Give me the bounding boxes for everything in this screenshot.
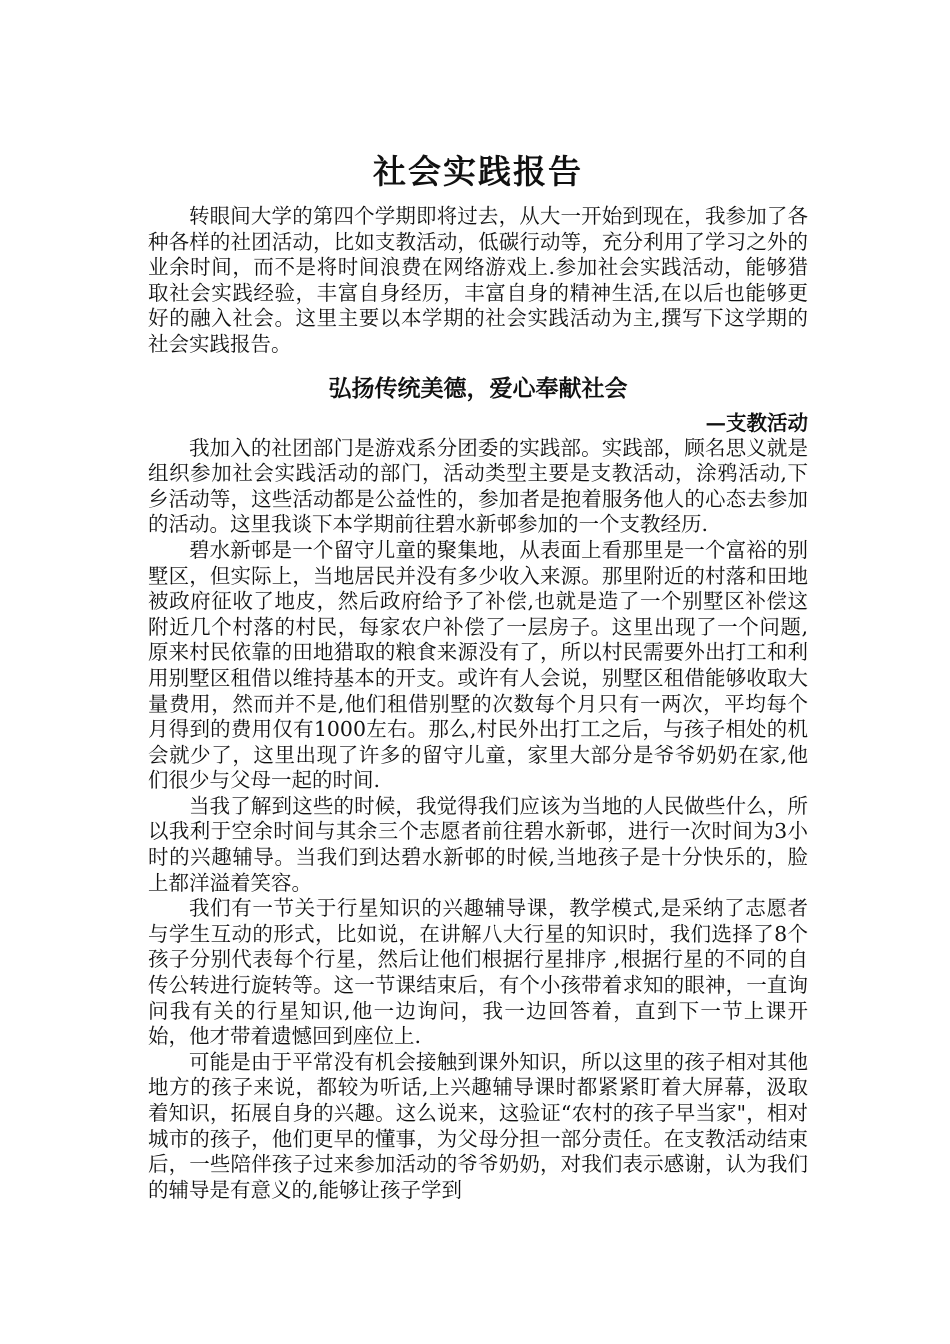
section-subtitle: —支教活动 [705, 410, 808, 435]
body-paragraph: 当我了解到这些的时候，我觉得我们应该为当地的人民做些什么，所以我利于空余时间与其余三个志愿者前往碧水新邨，进行一次时间为3小时的兴趣辅导。当我们到达碧水新邨的时候,当地孩子是十分快乐的，脸上都洋溢着笑容。 [148, 793, 808, 895]
section-title: 弘扬传统美德，爱心奉献社会 [328, 374, 628, 402]
body-paragraph: 我加入的社团部门是游戏系分团委的实践部。实践部，顾名思义就是组织参加社会实践活动的部门，活动类型主要是支教活动，涂鸦活动,下乡活动等，这些活动都是公益性的，参加者是抱着服务他人的心态去参加的活动。这里我谈下本学期前往碧水新邨参加的一个支教经历. [148, 435, 808, 537]
body-paragraph: 碧水新邨是一个留守儿童的聚集地，从表面上看那里是一个富裕的别墅区，但实际上，当地居民并没有多少收入来源。那里附近的村落和田地被政府征收了地皮，然后政府给予了补偿,也就是造了一个别墅区补偿这附近几个村落的村民，每家农户补偿了一层房子。这里出现了一个问题,原来村民依靠的田地猎取的粮食来源没有了，所以村民需要外出打工和利用别墅区租借以维持基本的开支。或许有人会说，别墅区租借能够收取大量费用，然而并不是,他们租借别墅的次数每个月只有一两次，平均每个月得到的费用仅有1000左右。那么,村民外出打工之后，与孩子相处的机会就少了，这里出现了许多的留守儿童，家里大部分是爷爷奶奶在家,他们很少与父母一起的时间. [148, 537, 808, 793]
document-title: 社会实践报告 [373, 152, 583, 191]
body-paragraph: 可能是由于平常没有机会接触到课外知识，所以这里的孩子相对其他地方的孩子来说，都较为听话,上兴趣辅导课时都紧紧盯着大屏幕，汲取着知识，拓展自身的兴趣。这么说来，这验证“农村的孩子早当家"，相对城市的孩子，他们更早的懂事，为父母分担一部分责任。在支教活动结束后，一些陪伴孩子过来参加活动的爷爷奶奶，对我们表示感谢，认为我们的辅导是有意义的,能够让孩子学到 [148, 1049, 808, 1202]
document-page [148, 148, 808, 1203]
intro-paragraph: 转眼间大学的第四个学期即将过去，从大一开始到现在，我参加了各种各样的社团活动，比如支教活动，低碳行动等，充分利用了学习之外的业余时间，而不是将时间浪费在网络游戏上.参加社会实践活动，能够猎取社会实践经验，丰富自身经历，丰富自身的精神生活,在以后也能够更好的融入社会。这里主要以本学期的社会实践活动为主,撰写下这学期的社会实践报告。 [148, 204, 808, 356]
body-paragraph: 我们有一节关于行星知识的兴趣辅导课，教学模式,是采纳了志愿者与学生互动的形式，比如说，在讲解八大行星的知识时，我们选择了8个孩子分别代表每个行星，然后让他们根据行星排序 ,根据行星的不同的自传公转进行旋转等。这一节课结束后，有个小孩带着求知的眼神，一直询问我有关的行星知识,他一边询问，我一边回答着，直到下一节上课开始，他才带着遗憾回到座位上. [148, 896, 808, 1049]
